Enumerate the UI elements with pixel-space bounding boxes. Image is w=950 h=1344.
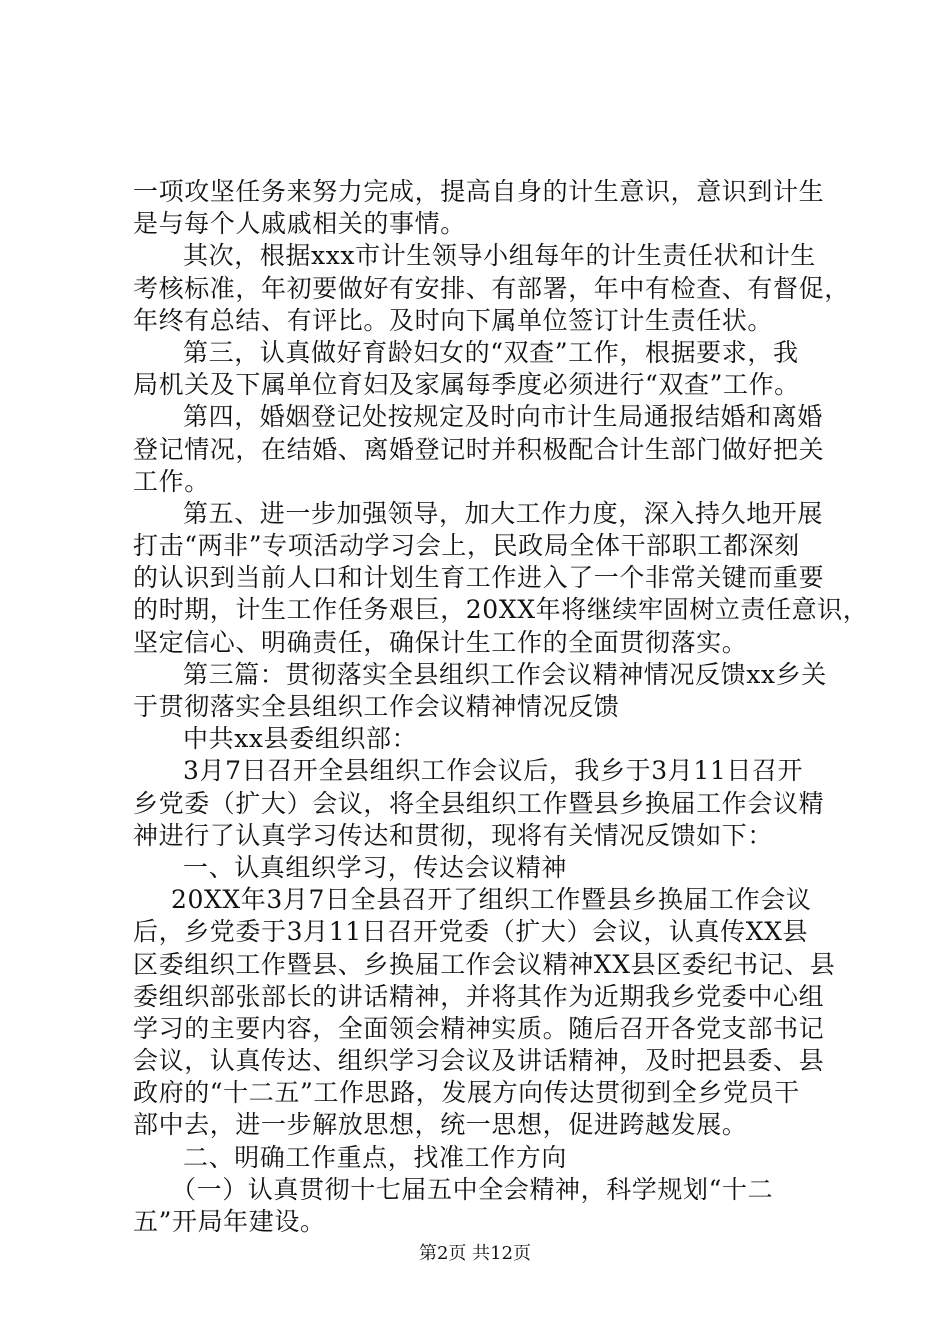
text-line: 区委组织工作暨县、乡换届工作会议精神XX县区委纪书记、县: [133, 949, 836, 979]
section-heading-cont: 于贯彻落实全县组织工作会议精神情况反馈: [133, 692, 620, 721]
subheading: 一、认真组织学习，传达会议精神: [183, 852, 568, 882]
page-footer: [0, 1242, 950, 1266]
page-number: 第2页 共12页: [418, 1243, 532, 1264]
text-line: 后，乡党委于3月11日召开党委（扩大）会议，认真传XX县: [133, 917, 809, 947]
text-line: 一项攻坚任务来努力完成，提高自身的计生意识，意识到计生: [133, 177, 825, 206]
letter-salutation: 中共xx县委组织部：: [183, 724, 418, 754]
text-line: 学习的主要内容，全面领会精神实质。随后召开各党支部书记: [133, 1013, 825, 1043]
text-line: 打击“两非”专项活动学习会上，民政局全体干部职工都深刻: [133, 531, 800, 561]
paragraph-start: 20XX年3月7日全县召开了组织工作暨县乡换届工作会议: [171, 885, 812, 915]
paragraph-start: 第五、进一步加强领导，加大工作力度，深入持久地开展: [183, 498, 824, 528]
text-line: 政府的“十二五”工作思路，发展方向传达贯彻到全乡党员干: [133, 1078, 800, 1108]
paragraph-start: （一）认真贯彻十七届五中全会精神，科学规划“十二: [171, 1174, 774, 1204]
text-line: 登记情况，在结婚、离婚登记时并积极配合计生部门做好把关: [133, 434, 825, 464]
text-line: 五”开局年建设。: [133, 1207, 326, 1236]
section-heading: 第三篇：贯彻落实全县组织工作会议精神情况反馈xx乡关: [183, 659, 827, 689]
paragraph-start: 第四，婚姻登记处按规定及时向市计生局通报结婚和离婚: [183, 402, 824, 432]
text-line: 的认识到当前人口和计划生育工作进入了一个非常关键而重要: [133, 563, 825, 593]
subheading: 二、明确工作重点，找准工作方向: [183, 1142, 568, 1172]
text-line: 是与每个人戚戚相关的事情。: [133, 209, 466, 239]
paragraph-start: 其次，根据xxx市计生领导小组每年的计生责任状和计生: [183, 241, 816, 271]
text-line: 工作。: [133, 466, 210, 496]
text-line: 会议，认真传达、组织学习会议及讲话精神，及时把县委、县: [133, 1046, 825, 1076]
text-line: 局机关及下属单位育妇及家属每季度必须进行“双查”工作。: [133, 370, 800, 400]
text-line: 考核标准，年初要做好有安排、有部署，年中有检查、有督促，: [133, 273, 850, 303]
text-line: 年终有总结、有评比。及时向下属单位签订计生责任状。: [133, 305, 774, 335]
text-line: 神进行了认真学习传达和贯彻，现将有关情况反馈如下：: [133, 820, 774, 850]
text-line: 部中去，进一步解放思想，统一思想，促进跨越发展。: [133, 1110, 748, 1140]
text-line: 坚定信心、明确责任，确保计生工作的全面贯彻落实。: [133, 627, 748, 657]
paragraph-start: 3月7日召开全县组织工作会议后，我乡于3月11日召开: [183, 756, 804, 786]
document-body: [133, 176, 869, 1238]
text-line: 乡党委（扩大）会议，将全县组织工作暨县乡换届工作会议精: [133, 788, 825, 818]
paragraph-start: 第三，认真做好育龄妇女的“双查”工作，根据要求，我: [183, 337, 799, 367]
text-line: 委组织部张部长的讲话精神，并将其作为近期我乡党委中心组: [133, 981, 825, 1011]
text-line: 的时期，计生工作任务艰巨，20XX年将继续牢固树立责任意识，: [133, 595, 869, 625]
